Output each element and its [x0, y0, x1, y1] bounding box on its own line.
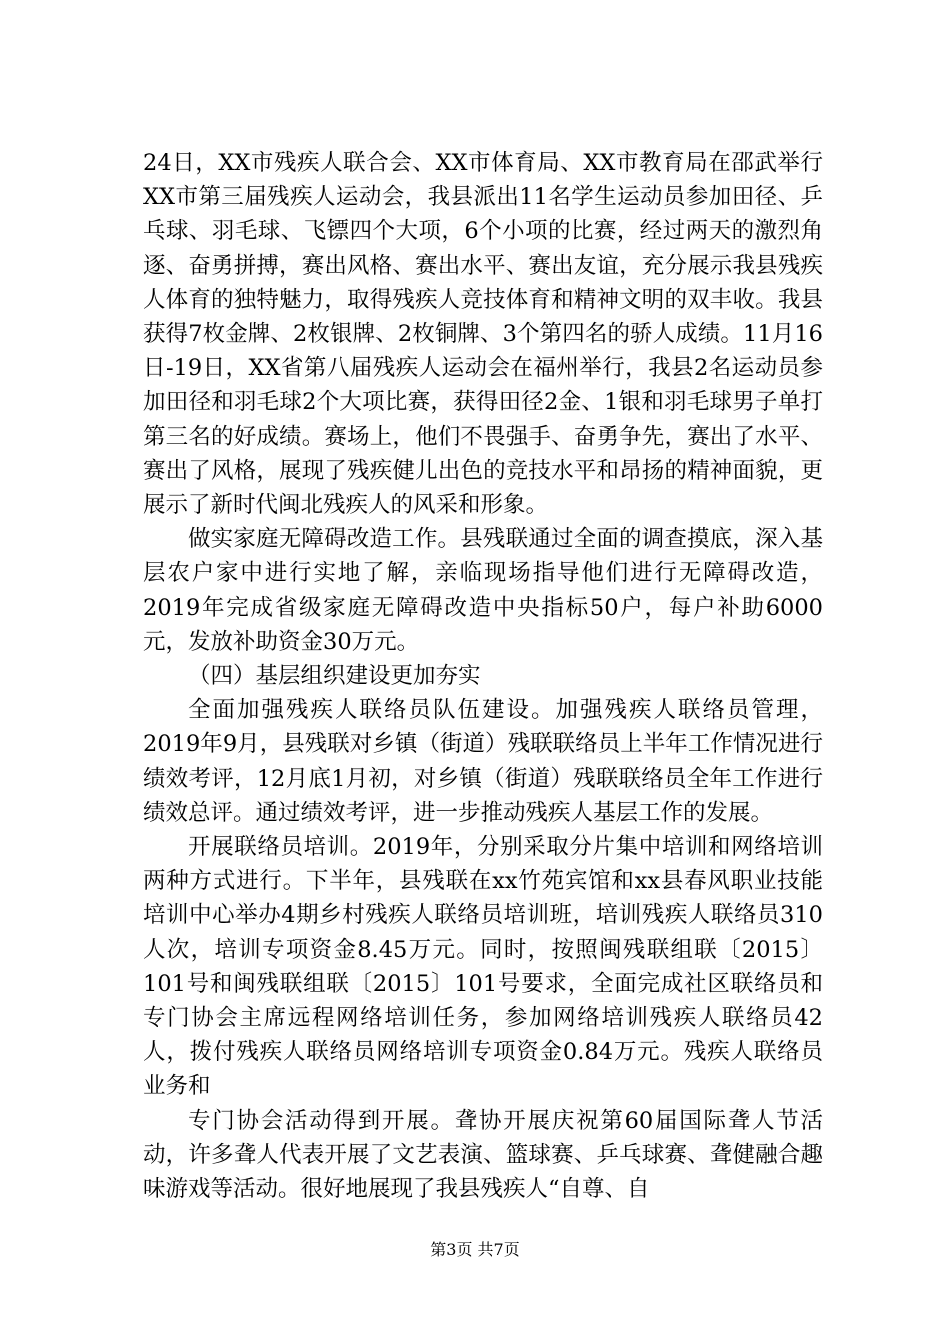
paragraph-association-activities: 专门协会活动得到开展。聋协开展庆祝第60届国际聋人节活动，许多聋人代表开展了文艺表演、篮球赛、乒乓球赛、聋健融合趣味游戏等活动。很好地展现了我县残疾人“自尊、自 — [143, 1107, 823, 1203]
section-heading: （四）基层组织建设更加夯实 — [188, 663, 481, 690]
paragraph-liaison-team: 全面加强残疾人联络员队伍建设。加强残疾人联络员管理，2019年9月，县残联对乡镇（街道）残联联络员上半年工作情况进行绩效考评，12月底1月初，对乡镇（街道）残联联络员全年工作进行绩效总评。通过绩效考评，进一步推动残疾人基层工作的发展。 — [143, 697, 823, 826]
page-number: 第3页 共7页 — [430, 1240, 520, 1259]
paragraph-barrier-free: 做实家庭无障碍改造工作。县残联通过全面的调查摸底，深入基层农户家中进行实地了解，亲临现场指导他们进行无障碍改造，2019年完成省级家庭无障碍改造中央指标50户，每户补助6000元，发放补助资金30万元。 — [143, 526, 823, 655]
paragraph-liaison-training: 开展联络员培训。2019年，分别采取分片集中培训和网络培训两种方式进行。下半年，县残联在xx竹苑宾馆和xx县春风职业技能培训中心举办4期乡村残疾人联络员培训班，培训残疾人联络员310人次，培训专项资金8.45万元。同时，按照闽残联组联〔2015〕101号和闽残联组联〔2015〕101号要求，全面完成社区联络员和专门协会主席远程网络培训任务，参加网络培训残疾人联络员42人，拨付残疾人联络员网络培训专项资金0.84万元。残疾人联络员业务和 — [143, 834, 823, 1100]
document-body — [143, 146, 823, 1206]
paragraph-sports-games: 24日，XX市残疾人联合会、XX市体育局、XX市教育局在邵武举行XX市第三届残疾人运动会，我县派出11名学生运动员参加田径、乒乓球、羽毛球、飞镖四个大项，6个小项的比赛，经过两天的激烈角逐、奋勇拼搏，赛出风格、赛出水平、赛出友谊，充分展示我县残疾人体育的独特魅力，取得残疾人竞技体育和精神文明的双丰收。我县获得7枚金牌、2枚银牌、2枚铜牌、3个第四名的骄人成绩。11月16日-19日，XX省第八届残疾人运动会在福州举行，我县2名运动员参加田径和羽毛球2个大项比赛，获得田径2金、1银和羽毛球男子单打第三名的好成绩。赛场上，他们不畏强手、奋勇争先，赛出了水平、赛出了风格，展现了残疾健儿出色的竞技水平和昂扬的精神面貌，更展示了新时代闽北残疾人的风采和形象。 — [143, 150, 823, 519]
